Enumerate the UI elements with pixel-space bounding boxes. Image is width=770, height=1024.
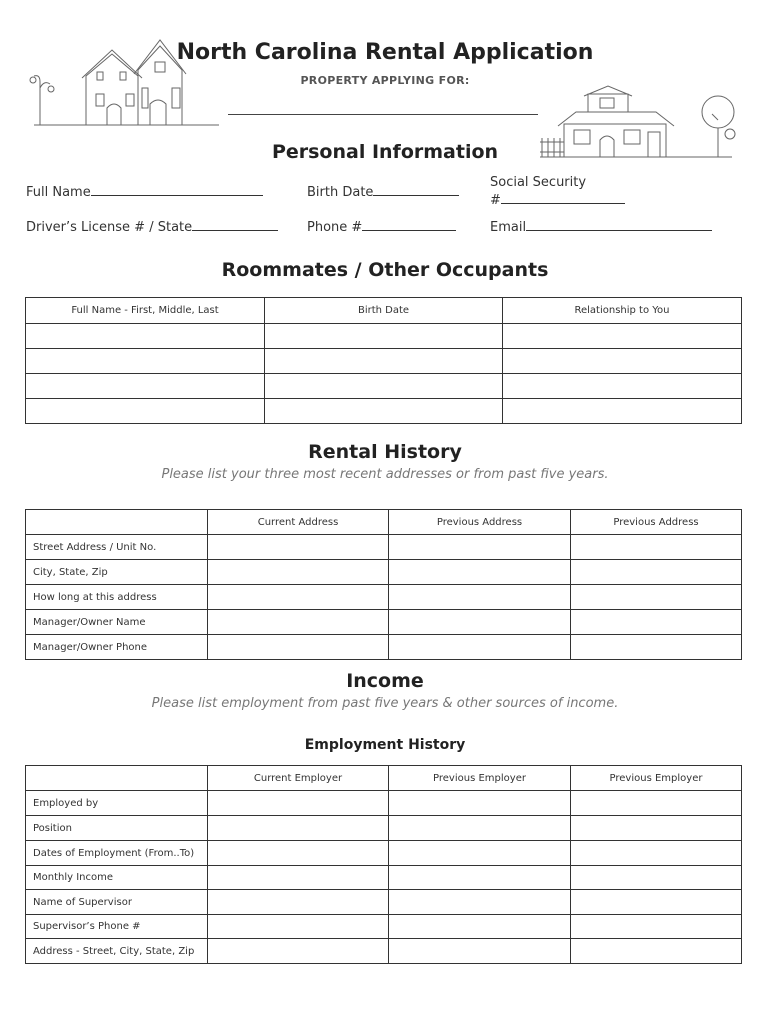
column-header: Current Address [208, 510, 389, 535]
column-header [26, 766, 208, 791]
column-header: Current Employer [208, 766, 389, 791]
table-row [26, 635, 742, 660]
birth-date-field[interactable] [307, 183, 459, 200]
table-cell[interactable] [389, 791, 571, 816]
table-cell[interactable] [571, 635, 742, 660]
table-cell[interactable] [571, 610, 742, 635]
table-cell[interactable] [265, 399, 503, 424]
table-cell[interactable] [503, 349, 742, 374]
table-cell[interactable] [208, 635, 389, 660]
birth-date-label: Birth Date [307, 185, 374, 200]
table-row [26, 560, 742, 585]
table-cell[interactable] [208, 866, 389, 890]
table-cell[interactable] [208, 816, 389, 841]
table-cell[interactable] [265, 349, 503, 374]
rental-history-table [25, 509, 742, 660]
table-row [26, 890, 742, 915]
table-cell[interactable] [571, 841, 742, 866]
table-cell[interactable] [503, 324, 742, 349]
table-cell[interactable] [389, 939, 571, 964]
phone-field[interactable] [307, 218, 456, 235]
table-row [26, 841, 742, 866]
email-field[interactable] [490, 218, 712, 235]
table-cell[interactable] [26, 349, 265, 374]
table-cell[interactable] [208, 939, 389, 964]
table-cell[interactable] [389, 915, 571, 939]
row-label: City, State, Zip [26, 560, 208, 585]
table-cell[interactable] [571, 915, 742, 939]
row-label: Supervisor’s Phone # [26, 915, 208, 939]
row-label: How long at this address [26, 585, 208, 610]
birth-date-line[interactable] [373, 183, 459, 196]
table-cell[interactable] [265, 324, 503, 349]
email-label: Email [490, 220, 527, 235]
table-cell[interactable] [389, 610, 571, 635]
property-applying-label: PROPERTY APPLYING FOR: [300, 74, 470, 87]
table-row [26, 610, 742, 635]
table-cell[interactable] [208, 610, 389, 635]
column-header: Relationship to You [503, 298, 742, 324]
table-row [26, 791, 742, 816]
table-cell[interactable] [503, 399, 742, 424]
table-cell[interactable] [571, 560, 742, 585]
table-cell[interactable] [265, 374, 503, 399]
table-header-row [26, 766, 742, 791]
row-label: Manager/Owner Phone [26, 635, 208, 660]
column-header: Birth Date [265, 298, 503, 324]
license-line[interactable] [192, 218, 278, 231]
table-row [26, 866, 742, 890]
table-cell[interactable] [503, 374, 742, 399]
employment-history-table [25, 765, 742, 964]
table-cell[interactable] [208, 841, 389, 866]
column-header: Full Name - First, Middle, Last [26, 298, 265, 324]
row-label: Manager/Owner Name [26, 610, 208, 635]
roommates-table [25, 297, 742, 424]
table-cell[interactable] [571, 939, 742, 964]
employment-history-heading: Employment History [304, 737, 466, 753]
rental-history-heading: Rental History [308, 441, 462, 463]
table-row [26, 324, 742, 349]
table-row [26, 349, 742, 374]
license-field[interactable] [26, 218, 278, 235]
full-name-line[interactable] [91, 183, 263, 196]
personal-info-heading: Personal Information [271, 141, 499, 163]
table-row [26, 535, 742, 560]
table-cell[interactable] [571, 816, 742, 841]
table-cell[interactable] [389, 585, 571, 610]
table-cell[interactable] [571, 890, 742, 915]
column-header: Previous Employer [571, 766, 742, 791]
table-cell[interactable] [208, 890, 389, 915]
table-row [26, 939, 742, 964]
table-cell[interactable] [389, 816, 571, 841]
rental-history-note: Please list your three most recent addresses or from past five years. [161, 467, 609, 482]
page-title: North Carolina Rental Application [176, 40, 594, 65]
table-cell[interactable] [571, 791, 742, 816]
row-label: Name of Supervisor [26, 890, 208, 915]
column-header [26, 510, 208, 535]
table-row [26, 399, 742, 424]
income-heading: Income [346, 670, 424, 692]
income-note: Please list employment from past five years & other sources of income. [151, 696, 619, 711]
phone-label: Phone # [307, 220, 363, 235]
table-cell[interactable] [208, 915, 389, 939]
table-row [26, 816, 742, 841]
row-label: Dates of Employment (From..To) [26, 841, 208, 866]
table-cell[interactable] [389, 635, 571, 660]
column-header: Previous Address [571, 510, 742, 535]
property-input-line[interactable] [228, 114, 538, 115]
full-name-field[interactable] [26, 183, 263, 200]
ssn-line[interactable] [501, 191, 625, 204]
table-cell[interactable] [26, 374, 265, 399]
row-label: Monthly Income [26, 866, 208, 890]
table-cell[interactable] [389, 890, 571, 915]
roommates-heading: Roommates / Other Occupants [221, 259, 549, 281]
table-row [26, 915, 742, 939]
table-header-row [26, 298, 742, 324]
license-label: Driver’s License # / State [26, 220, 193, 235]
table-row [26, 585, 742, 610]
table-row [26, 374, 742, 399]
table-cell[interactable] [389, 841, 571, 866]
table-cell[interactable] [389, 866, 571, 890]
table-cell[interactable] [208, 560, 389, 585]
table-cell[interactable] [389, 560, 571, 585]
row-label: Street Address / Unit No. [26, 535, 208, 560]
table-cell[interactable] [26, 399, 265, 424]
column-header: Previous Address [389, 510, 571, 535]
ssn-hash-label: # [490, 193, 501, 208]
phone-line[interactable] [362, 218, 456, 231]
full-name-label: Full Name [26, 185, 91, 200]
email-line[interactable] [526, 218, 712, 231]
ssn-label-top: Social Security [490, 175, 587, 190]
table-cell[interactable] [571, 535, 742, 560]
column-header: Previous Employer [389, 766, 571, 791]
table-cell[interactable] [571, 585, 742, 610]
table-cell[interactable] [208, 791, 389, 816]
table-cell[interactable] [26, 324, 265, 349]
ssn-field[interactable] [490, 191, 625, 208]
row-label: Employed by [26, 791, 208, 816]
row-label: Position [26, 816, 208, 841]
table-cell[interactable] [208, 535, 389, 560]
table-cell[interactable] [389, 535, 571, 560]
row-label: Address - Street, City, State, Zip [26, 939, 208, 964]
table-cell[interactable] [208, 585, 389, 610]
table-cell[interactable] [571, 866, 742, 890]
table-header-row [26, 510, 742, 535]
